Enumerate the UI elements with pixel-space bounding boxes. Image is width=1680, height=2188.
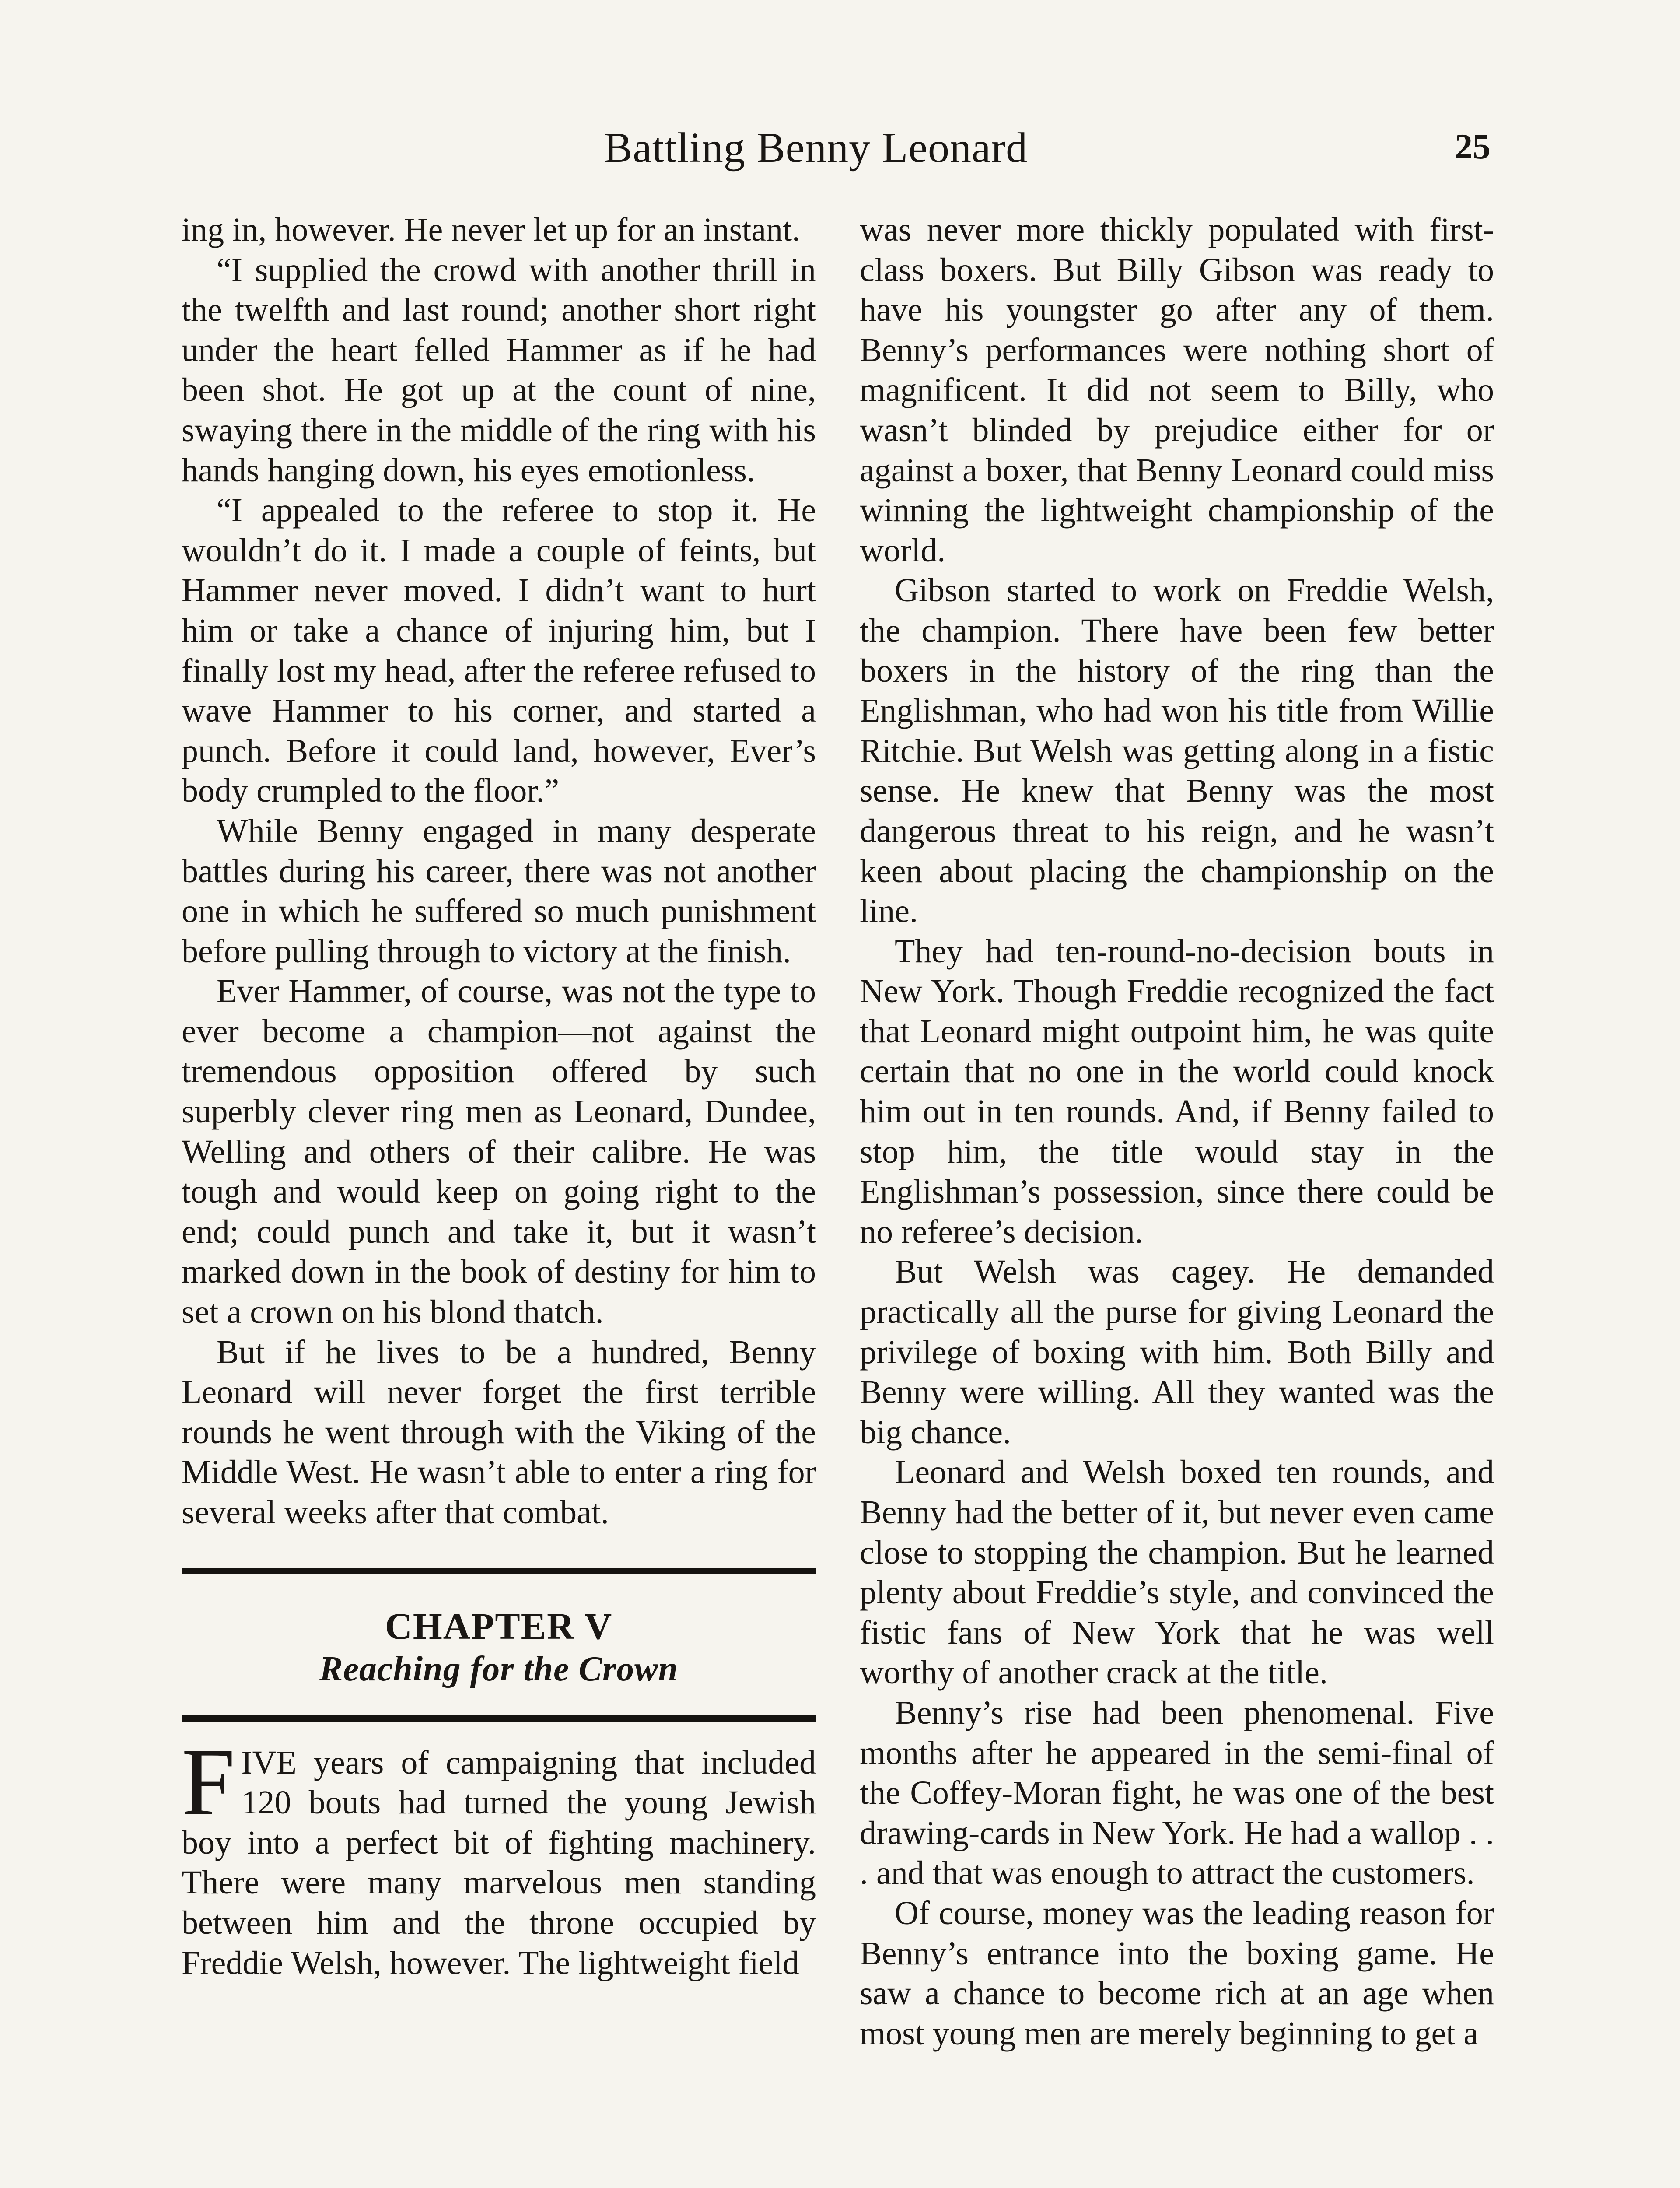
paragraph: But if he lives to be a hundred, Benny Leonard will never forget the first terrible rounds he went through with the Viking of the Middle West. He wasn’t able to enter a ring for several weeks after that combat. bbox=[182, 1333, 816, 1531]
paragraph: Gibson started to work on Freddie Welsh, the champion. There have been few better boxers in the history of the ring than the Englishman, who had won his title from Willie Ritchie. But Welsh was getting along in a fistic sense. He knew that Benny was the most dangerous threat to his reign, and he wasn’t keen about placing the championship on the line. bbox=[860, 572, 1494, 930]
chapter-rule-bottom bbox=[182, 1715, 816, 1722]
paragraph: Benny’s rise had been phenomenal. Five months after he appeared in the semi-final of the Coffey-Moran fight, he was one of the best drawing-cards in New York. He had a wallop . . . and that was enough to attract the customers. bbox=[860, 1694, 1494, 1892]
opening-text: IVE years of campaigning that included 120 bouts had turned the young Jewish boy into a perfect bit of fighting machinery. There were many marvelous men standing between him and the throne occupied by Freddie Welsh, however. The lightweight field bbox=[182, 1744, 816, 1981]
right-column bbox=[860, 210, 1494, 2054]
paragraph: They had ten-round-no-decision bouts in New York. Though Freddie recognized the fact that Leonard might outpoint him, he was quite certain that no one in the world could knock him out in ten rounds. And, if Benny failed to stop him, the title would stay in the Englishman’s possession, since there could be no referee’s decision. bbox=[860, 933, 1494, 1250]
paragraph: Leonard and Welsh boxed ten rounds, and Benny had the better of it, but never even came close to stopping the champion. But he learned plenty about Freddie’s style, and convinced the fistic fans of New York that he was well worthy of another crack at the title. bbox=[860, 1454, 1494, 1691]
paragraph: While Benny engaged in many desperate battles during his career, there was not another one in which he suffered so much punishment before pulling through to victory at the finish. bbox=[182, 812, 816, 970]
page-header bbox=[0, 118, 1680, 179]
drop-cap: F bbox=[182, 1728, 235, 1835]
running-title: Battling Benny Leonard bbox=[604, 124, 1028, 172]
paragraph: “I appealed to the referee to stop it. He wouldn’t do it. I made a couple of feints, but Hammer never moved. I didn’t want to hurt him or take a chance of injuring him, but I finally lost my head, after the referee refused to wave Hammer to his corner, and started a punch. Before it could land, however, Ever’s body crumpled to the floor.” bbox=[182, 492, 816, 810]
chapter-opening-paragraph bbox=[182, 1728, 816, 1984]
paragraph: ing in, however. He never let up for an instant. bbox=[182, 211, 801, 248]
chapter-rule-top bbox=[182, 1568, 816, 1574]
paragraph: “I supplied the crowd with another thrill in the twelfth and last round; another short right under the heart felled Hammer as if he had been shot. He got up at the count of nine, swaying there in the middle of the ring with his hands hanging down, his eyes emotionless. bbox=[182, 251, 816, 489]
page-number: 25 bbox=[1455, 126, 1491, 166]
paragraph: was never more thickly populated with first-class boxers. But Billy Gibson was ready to have his youngster go after any of them. Benny’s performances were nothing short of magnificent. It did not seem to Billy, who wasn’t blinded by prejudice either for or against a boxer, that Benny Leonard could miss winning the lightweight championship of the world. bbox=[860, 211, 1494, 569]
left-column bbox=[182, 210, 816, 1983]
paragraph: But Welsh was cagey. He demanded practically all the purse for giving Leonard the privilege of boxing with him. Both Billy and Benny were willing. All they wanted was the big chance. bbox=[860, 1253, 1494, 1451]
chapter-title: CHAPTER V bbox=[385, 1605, 613, 1647]
paragraph: Ever Hammer, of course, was not the type to ever become a champion—not against the tremendous opposition offered by such superbly clever ring men as Leonard, Dundee, Welling and others of their calibre. He was tough and would keep on going right to the end; could punch and take it, but it wasn’t marked down in the book of destiny for him to set a crown on his blond thatch. bbox=[182, 973, 816, 1331]
chapter-heading bbox=[182, 1568, 816, 1722]
paragraph: Of course, money was the leading reason for Benny’s entrance into the boxing game. He saw a chance to become rich at an age when most young men are merely beginning to get a bbox=[860, 1894, 1494, 2052]
chapter-subtitle: Reaching for the Crown bbox=[319, 1649, 678, 1688]
